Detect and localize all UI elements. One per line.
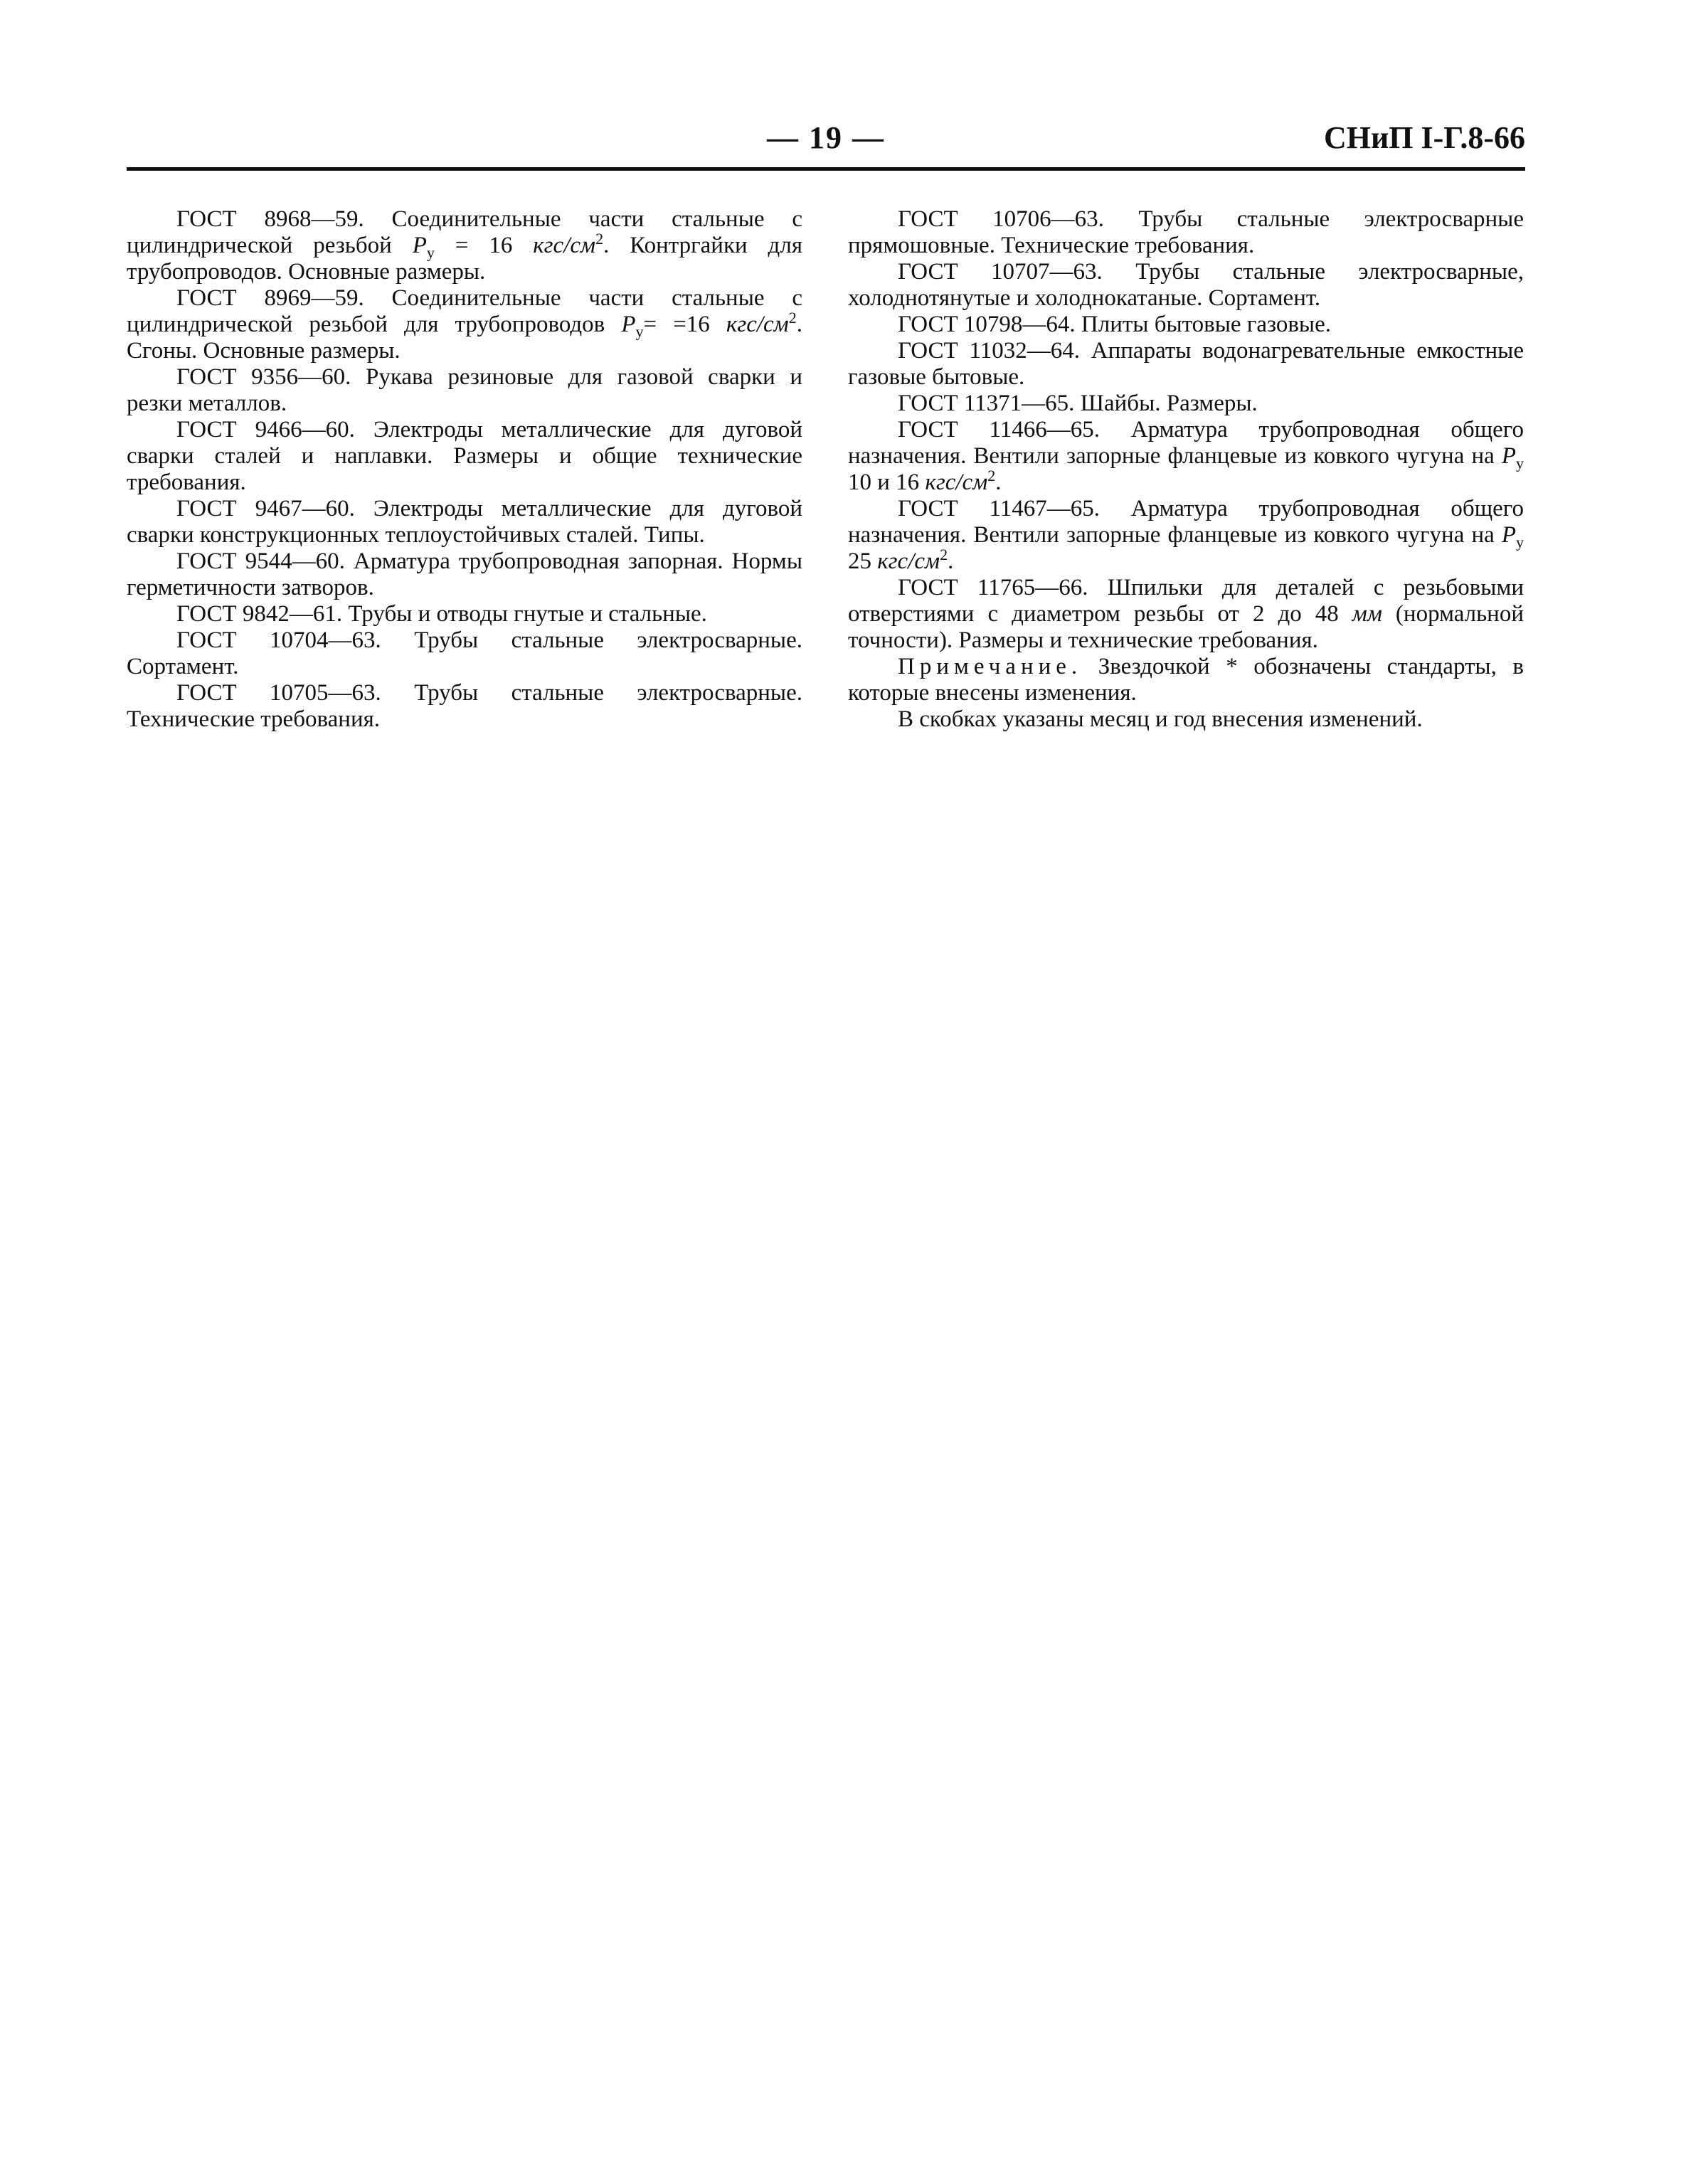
standard-entry: ГОСТ 8969—59. Соединительные части стальные с цилиндрической резьбой для трубопроводов $P_у= =16$ кгс/$см^2$. Сгоны. Основные размеры.: [127, 285, 802, 364]
standard-entry: ГОСТ 9356—60. Рукава резиновые для газовой сварки и резки металлов.: [127, 364, 802, 416]
standard-entry: ГОСТ 10704—63. Трубы стальные электросварные. Сортамент.: [127, 627, 802, 679]
header-rule: [127, 167, 1525, 171]
standard-entry: ГОСТ 9467—60. Электроды металлические для дуговой сварки конструкционных теплоустойчивых сталей. Типы.: [127, 496, 802, 548]
standard-entry: ГОСТ 9842—61. Трубы и отводы гнутые и стальные.: [176, 601, 707, 627]
document-code: СНиП I-Г.8-66: [1323, 120, 1525, 155]
standard-entry: ГОСТ 9466—60. Электроды металлические для дуговой сварки сталей и наплавки. Размеры и общие технические требования.: [127, 417, 802, 495]
standard-entry: ГОСТ 9544—60. Арматура трубопроводная запорная. Нормы герметичности затворов.: [127, 548, 802, 600]
note-paragraph-2: В скобках указаны месяц и год внесения изменений.: [898, 706, 1423, 732]
standard-entry: ГОСТ 10707—63. Трубы стальные электросварные, холоднотянутые и холоднокатаные. Сортамент.: [848, 259, 1524, 311]
page-number: — 19 —: [767, 120, 885, 155]
standard-entry: ГОСТ 11765—66. Шпильки для деталей с резьбовыми отверстиями с диаметром резьбы от 2 до 48 мм (нормальной точности). Размеры и технические требования.: [848, 575, 1524, 653]
standard-entry: ГОСТ 11466—65. Арматура трубопроводная общего назначения. Вентили запорные фланцевые из ковкого чугуна на $P_у$ 10 и 16 кгс/$см^2$.: [848, 417, 1524, 495]
standard-entry: ГОСТ 10705—63. Трубы стальные электросварные. Технические требования.: [127, 680, 802, 732]
note-label: Примечание.: [898, 654, 1083, 679]
standard-entry: ГОСТ 11467—65. Арматура трубопроводная общего назначения. Вентили запорные фланцевые из ковкого чугуна на $P_у$ 25 кгс/$см^2$.: [848, 496, 1524, 574]
standard-entry: ГОСТ 8968—59. Соединительные части стальные с цилиндрической резьбой $P_у = 16$ кгс/$см^2$. Контргайки для трубопроводов. Основные размеры.: [127, 206, 802, 285]
note-paragraph: [848, 654, 1524, 706]
left-column: [127, 206, 802, 733]
standard-entry: ГОСТ 10706—63. Трубы стальные электросварные прямошовные. Технические требования.: [848, 206, 1524, 258]
note-text: Звездочкой * обозначены стандарты, в которые внесены изменения.: [848, 654, 1524, 706]
standard-entry: ГОСТ 11032—64. Аппараты водонагревательные емкостные газовые бытовые.: [848, 338, 1524, 390]
standard-entry: ГОСТ 11371—65. Шайбы. Размеры.: [898, 391, 1258, 416]
standard-entry: ГОСТ 10798—64. Плиты бытовые газовые.: [898, 312, 1331, 337]
right-column: [848, 206, 1524, 733]
page-header: [127, 120, 1525, 165]
